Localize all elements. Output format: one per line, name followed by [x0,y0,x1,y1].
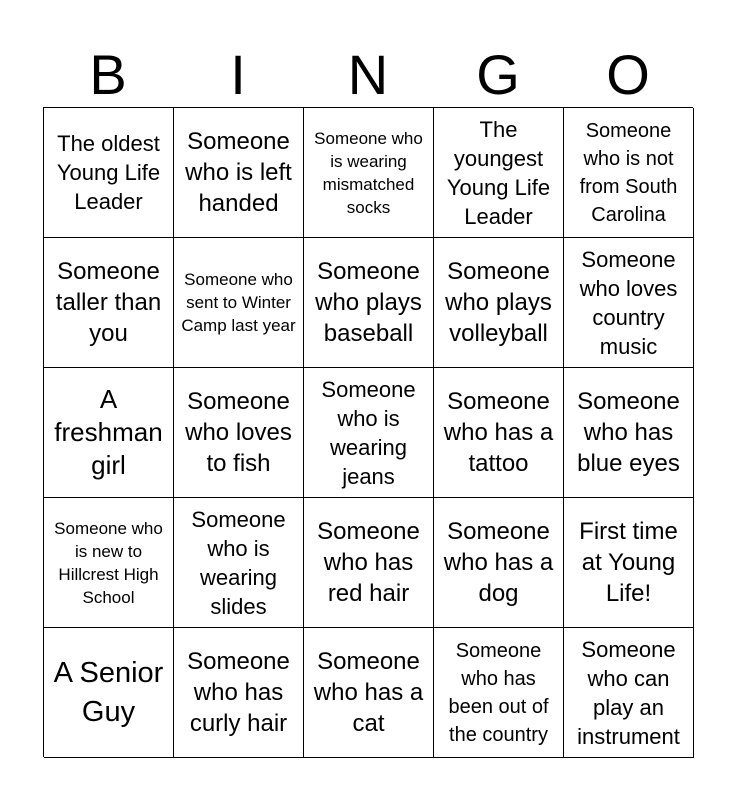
bingo-cell[interactable] [304,238,434,368]
bingo-cell[interactable] [434,498,564,628]
bingo-cell[interactable] [44,108,174,238]
cell-text: Someone who is left handed [185,128,292,217]
bingo-header [43,42,693,108]
bingo-cell[interactable] [174,628,304,758]
bingo-cell[interactable] [304,108,434,238]
bingo-cell[interactable] [304,368,434,498]
header-letter-n: N [347,43,389,106]
cell-text: Someone who loves to fish [185,388,292,477]
cell-text: Someone who has been out of the country [448,639,549,746]
cell-text: The youngest Young Life Leader [446,116,551,229]
cell-text: Someone who can play an instrument [577,636,680,749]
bingo-cell[interactable] [564,628,694,758]
cell-text: Someone taller than you [55,258,162,347]
cell-text: Someone who is not from South Carolina [579,119,678,226]
cell-text: Someone who plays baseball [315,258,422,347]
bingo-cell[interactable] [564,368,694,498]
bingo-cell[interactable] [44,628,174,758]
header-letter-b: B [89,43,127,106]
bingo-grid [43,107,693,757]
cell-text: Someone who plays volleyball [445,258,552,347]
cell-text: Someone who is new to Hillcrest High School [54,518,163,607]
header-letter-o: O [606,43,650,106]
bingo-cell[interactable] [434,368,564,498]
cell-text: A Senior Guy [53,656,164,728]
bingo-cell[interactable] [174,238,304,368]
cell-text: First time at Young Life! [579,518,678,607]
bingo-cell[interactable] [564,498,694,628]
cell-text: A freshman girl [54,384,163,480]
header-letter-g: G [476,43,520,106]
cell-text: Someone who is wearing mismatched socks [314,128,423,217]
cell-text: Someone who sent to Winter Camp last year [181,270,296,335]
bingo-cell[interactable] [434,628,564,758]
bingo-cell[interactable] [174,368,304,498]
cell-text: The oldest Young Life Leader [56,131,161,214]
cell-text: Someone who has red hair [317,518,420,607]
cell-text: Someone who loves country music [579,246,678,359]
cell-text: Someone who has a cat [313,648,424,737]
bingo-cell[interactable] [434,108,564,238]
cell-text: Someone who is wearing jeans [321,376,416,489]
bingo-cell[interactable] [44,498,174,628]
cell-text: Someone who has curly hair [187,648,290,737]
bingo-cell[interactable] [304,498,434,628]
bingo-cell[interactable] [304,628,434,758]
cell-text: Someone who has blue eyes [577,388,680,477]
cell-text: Someone who is wearing slides [191,506,286,619]
cell-text: Someone who has a dog [443,518,554,607]
bingo-cell[interactable] [44,368,174,498]
bingo-cell[interactable] [564,238,694,368]
header-letter-i: I [230,43,246,106]
bingo-cell[interactable] [174,108,304,238]
bingo-cell[interactable] [44,238,174,368]
bingo-cell[interactable] [434,238,564,368]
cell-text: Someone who has a tattoo [443,388,554,477]
bingo-cell[interactable] [564,108,694,238]
bingo-cell[interactable] [174,498,304,628]
